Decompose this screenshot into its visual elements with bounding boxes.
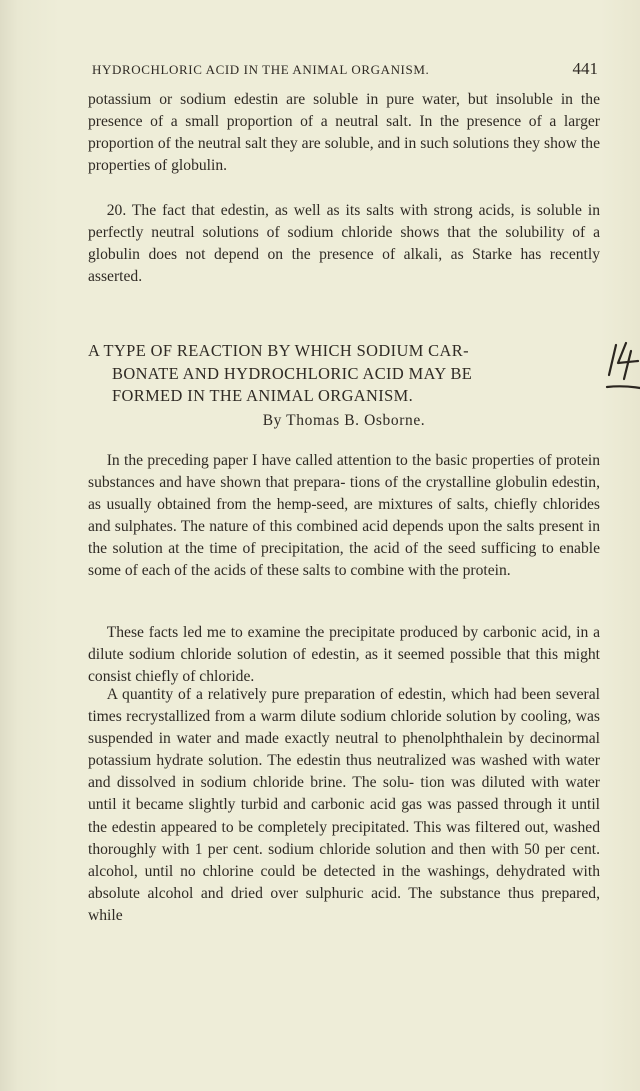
paragraph-method [88, 684, 600, 927]
paragraph-text: potassium or sodium edestin are soluble in pure water, but insoluble in the presence of a small proportion of a neutral salt. In the presence of a larger proportion of the neutral salt they are soluble, and in such solutions they show the properties of globulin. [88, 91, 600, 175]
paragraph-text: A quantity of a relatively pure preparation of edestin, which had been several times recrystallized from a warm dilute sodium chloride solution by cooling, was suspended in water and made exactly neutral to phenolphthalein by decinormal potassium hydrate solution. The edestin thus neutralized was washed with water and dissolved in sodium chloride brine. The solu- tion was diluted with water until it became slightly turbid and carbonic acid gas was passed through it until the edestin appeared to be completely precipitated. This was filtered out, washed thoroughly with 1 per cent. sodium chloride solution and then with 50 per cent. alcohol, until no chlorine could be detected in the washings, dehydrated with absolute alcohol and dried over sulphuric acid. The substance thus prepared, while [88, 686, 600, 924]
paragraph-examination [88, 622, 600, 688]
paragraph-text: In the preceding paper I have called attention to the basic properties of protein substances and have shown that prepara- tions of the crystalline globulin edestin, as usually obtained from the hemp-seed, are mixtures of salts, chiefly chlorides and sulphates. The nature of this combined acid depends upon the salts present in the solution at the time of precipitation, the acid of the seed sufficing to enable some of each of the acids of these salts to combine with the protein. [88, 452, 600, 580]
article-title-line: BONATE AND HYDROCHLORIC ACID MAY BE [112, 363, 473, 383]
running-head: HYDROCHLORIC ACID IN THE ANIMAL ORGANISM. [92, 62, 430, 77]
article-title-line: A TYPE OF REACTION BY WHICH SODIUM CAR- [88, 341, 469, 360]
paragraph-intro [88, 450, 600, 583]
article-title [88, 340, 600, 408]
handwritten-margin-note [604, 333, 640, 393]
paragraph-continuation [88, 89, 600, 177]
byline: By Thomas B. Osborne. [262, 412, 426, 429]
article-title-line: FORMED IN THE ANIMAL ORGANISM. [112, 386, 414, 405]
paragraph-text: 20. The fact that edestin, as well as its salts with strong acids, is soluble in perfectly neutral solutions of sodium chloride shows that the solubility of a globulin does not depend on the presence of alkali, as Starke has recently asserted. [88, 202, 600, 286]
page-header [88, 59, 600, 86]
paragraph-numbered-20 [88, 200, 600, 288]
page-number: 441 [572, 59, 598, 78]
paragraph-text: These facts led me to examine the precipitate produced by carbonic acid, in a dilute sodium chloride solution of edestin, as it seemed possible that this might consist chiefly of chloride. [88, 624, 600, 686]
